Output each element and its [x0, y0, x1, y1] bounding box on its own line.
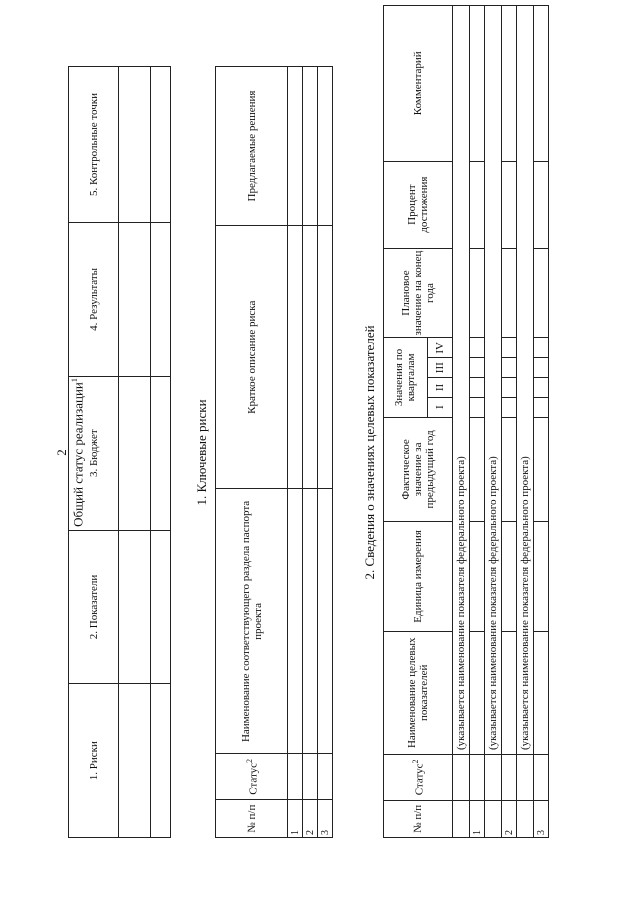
status-cell — [151, 684, 171, 838]
ind-header-quarters: Значения по кварталам — [384, 338, 428, 417]
ind-cell — [470, 161, 485, 248]
ind-federal-note: (указывается наименование показателя федерального проекта) — [485, 6, 502, 755]
risks-header-description: Краткое описание риска — [216, 226, 288, 489]
status-cell — [119, 222, 151, 376]
ind-cell — [502, 6, 517, 162]
ind-federal-row — [517, 6, 534, 838]
page-title-text: Общий статус реализации — [70, 382, 86, 527]
ind-data-row — [502, 6, 517, 838]
ind-header-status — [384, 755, 453, 801]
ind-cell — [470, 358, 485, 378]
risks-cell — [318, 67, 333, 226]
ind-cell — [534, 248, 549, 338]
risks-header-status-text: Статус — [247, 762, 260, 795]
risks-cell — [288, 67, 303, 226]
risks-row — [318, 67, 333, 838]
ind-header-unit: Единица измерения — [384, 522, 453, 631]
ind-cell — [470, 378, 485, 398]
ind-cell — [534, 358, 549, 378]
status-header-indicators: 2. Показатели — [69, 530, 119, 684]
ind-cell — [502, 522, 517, 631]
ind-row-num: 3 — [534, 800, 549, 837]
ind-cell — [502, 358, 517, 378]
ind-federal-note: (указывается наименование показателя федерального проекта) — [517, 6, 534, 755]
risks-cell — [318, 226, 333, 489]
page-number: 2 — [54, 449, 69, 456]
risks-heading: 1. Ключевые риски — [194, 399, 209, 506]
ind-cell — [470, 755, 485, 801]
status-header-budget: 3. Бюджет — [69, 376, 119, 530]
ind-header-q2: II — [427, 378, 452, 398]
ind-cell — [534, 417, 549, 522]
risks-cell — [303, 489, 318, 754]
ind-header-status-footnote: 2 — [411, 759, 421, 764]
ind-cell — [470, 522, 485, 631]
risks-cell — [303, 67, 318, 226]
status-cell — [151, 222, 171, 376]
ind-cell — [470, 6, 485, 162]
ind-cell — [502, 338, 517, 358]
status-cell — [119, 530, 151, 684]
ind-cell — [502, 755, 517, 801]
status-row — [151, 67, 171, 838]
risks-header-status — [216, 754, 288, 800]
status-table — [68, 66, 171, 838]
risks-header-status-footnote: 2 — [244, 758, 254, 763]
status-header-results: 4. Результаты — [69, 222, 119, 376]
ind-federal-note: (указывается наименование показателя федерального проекта) — [453, 6, 470, 755]
status-cell — [151, 530, 171, 684]
ind-cell — [470, 631, 485, 754]
risks-header-section: Наименование соответствующего раздела паспорта проекта — [216, 489, 288, 754]
ind-row-num: 2 — [502, 800, 517, 837]
risks-header-row — [216, 67, 288, 838]
indicators-table — [383, 5, 549, 838]
risks-table — [215, 66, 333, 838]
ind-cell — [470, 397, 485, 417]
status-header-row — [69, 67, 119, 838]
ind-cell — [470, 417, 485, 522]
ind-header-status-text: Статус — [413, 763, 426, 796]
status-cell — [119, 67, 151, 223]
risks-cell — [318, 754, 333, 800]
indicators-heading: 2. Сведения о значениях целевых показателей — [362, 325, 377, 580]
ind-cell — [534, 6, 549, 162]
ind-cell — [534, 755, 549, 801]
risks-row-num: 1 — [288, 800, 303, 838]
ind-header-actual: Фактическое значение за предыдущий год — [384, 417, 453, 522]
ind-header-planned: Плановое значение на конец года — [384, 248, 453, 338]
ind-federal-row — [453, 6, 470, 838]
ind-header-q4: IV — [427, 338, 452, 358]
ind-header-name: Наименование целевых показателей — [384, 631, 453, 754]
ind-cell — [502, 397, 517, 417]
ind-cell — [534, 378, 549, 398]
ind-cell — [502, 417, 517, 522]
risks-cell — [288, 489, 303, 754]
ind-cell — [534, 397, 549, 417]
ind-cell — [470, 338, 485, 358]
risks-cell — [318, 489, 333, 754]
ind-cell — [517, 800, 534, 837]
ind-cell — [502, 248, 517, 338]
ind-row-num: 1 — [470, 800, 485, 837]
ind-cell — [485, 755, 502, 801]
ind-cell — [453, 755, 470, 801]
status-row — [119, 67, 151, 838]
ind-cell — [485, 800, 502, 837]
status-header-checkpoints: 5. Контрольные точки — [69, 67, 119, 223]
risks-cell — [303, 754, 318, 800]
ind-cell — [502, 631, 517, 754]
risks-row-num: 2 — [303, 800, 318, 838]
risks-header-solutions: Предлагаемые решения — [216, 67, 288, 226]
status-header-risks: 1. Риски — [69, 684, 119, 838]
page-title-footnote: 1 — [70, 378, 79, 383]
ind-header-comment: Комментарий — [384, 6, 453, 162]
ind-cell — [534, 522, 549, 631]
risks-row-num: 3 — [318, 800, 333, 838]
risks-cell — [303, 226, 318, 489]
ind-cell — [534, 631, 549, 754]
risks-cell — [288, 754, 303, 800]
ind-header-q1: I — [427, 397, 452, 417]
ind-cell — [502, 378, 517, 398]
ind-cell — [534, 161, 549, 248]
ind-data-row — [470, 6, 485, 838]
ind-cell — [517, 755, 534, 801]
ind-cell — [534, 338, 549, 358]
risks-header-num: № п/п — [216, 800, 288, 838]
ind-data-row — [534, 6, 549, 838]
ind-cell — [453, 800, 470, 837]
ind-header-percent: Процент достижения — [384, 161, 453, 248]
ind-header-q3: III — [427, 358, 452, 378]
risks-row — [288, 67, 303, 838]
status-cell — [119, 376, 151, 530]
ind-header-num: № п/п — [384, 800, 453, 837]
status-cell — [119, 684, 151, 838]
risks-cell — [288, 226, 303, 489]
indicators-header-row — [384, 6, 428, 838]
ind-cell — [502, 161, 517, 248]
ind-federal-row — [485, 6, 502, 838]
risks-row — [303, 67, 318, 838]
status-cell — [151, 67, 171, 223]
ind-cell — [470, 248, 485, 338]
status-cell — [151, 376, 171, 530]
